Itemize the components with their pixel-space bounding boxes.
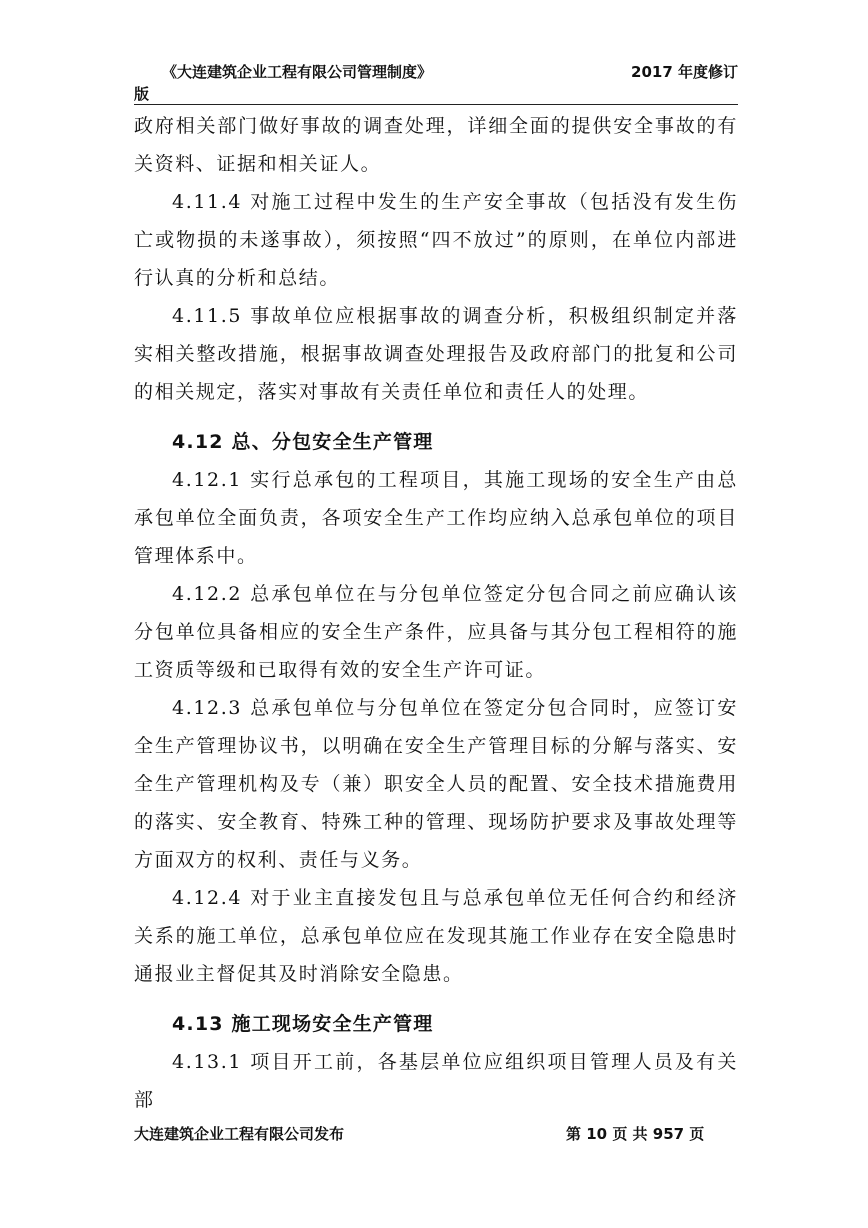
clause-4-11-5: 4.11.5 事故单位应根据事故的调查分析，积极组织制定并落实相关整改措施，根据事故调查处理报告及政府部门的批复和公司的相关规定，落实对事故有关责任单位和责任人的处理。	[134, 305, 738, 403]
section-heading-4-12: 4.12 总、分包安全生产管理	[172, 431, 434, 453]
clause-4-12-3: 4.12.3 总承包单位与分包单位在签定分包合同时，应签订安全生产管理协议书，以明确在安全生产管理目标的分解与落实、安全生产管理机构及专（兼）职安全人员的配置、安全技术措施费用的落实、安全教育、特殊工种的管理、现场防护要求及事故处理等方面双方的权利、责任与义务。	[134, 697, 738, 871]
edition-label: 2017 年度修订	[631, 63, 738, 81]
clause-4-12-4: 4.12.4 对于业主直接发包且与总承包单位无任何合约和经济关系的施工单位，总承包单位应在发现其施工作业存在安全隐患时通报业主督促其及时消除安全隐患。	[134, 887, 738, 985]
clause-4-13-1: 4.13.1 项目开工前，各基层单位应组织项目管理人员及有关部	[134, 1051, 738, 1111]
document-body	[134, 107, 738, 1119]
publisher-label: 大连建筑企业工程有限公司发布	[134, 1125, 345, 1143]
header-divider	[134, 104, 738, 105]
edition-label-wrap: 版	[134, 85, 150, 103]
clause-4-12-2: 4.12.2 总承包单位在与分包单位签定分包合同之前应确认该分包单位具备相应的安全生产条件，应具备与其分包工程相符的施工资质等级和已取得有效的安全生产许可证。	[134, 583, 738, 681]
page-number: 第 10 页 共 957 页	[566, 1125, 705, 1143]
clause-4-11-4: 4.11.4 对施工过程中发生的生产安全事故（包括没有发生伤亡或物损的未遂事故），须按照“四不放过”的原则，在单位内部进行认真的分析和总结。	[134, 191, 738, 289]
clause-4-12-1: 4.12.1 实行总承包的工程项目，其施工现场的安全生产由总承包单位全面负责，各项安全生产工作均应纳入总承包单位的项目管理体系中。	[134, 469, 738, 567]
section-heading-4-13: 4.13 施工现场安全生产管理	[172, 1013, 434, 1035]
document-title: 《大连建筑企业工程有限公司管理制度》	[162, 63, 433, 81]
paragraph-continuation: 政府相关部门做好事故的调查处理，详细全面的提供安全事故的有关资料、证据和相关证人。	[134, 115, 738, 175]
